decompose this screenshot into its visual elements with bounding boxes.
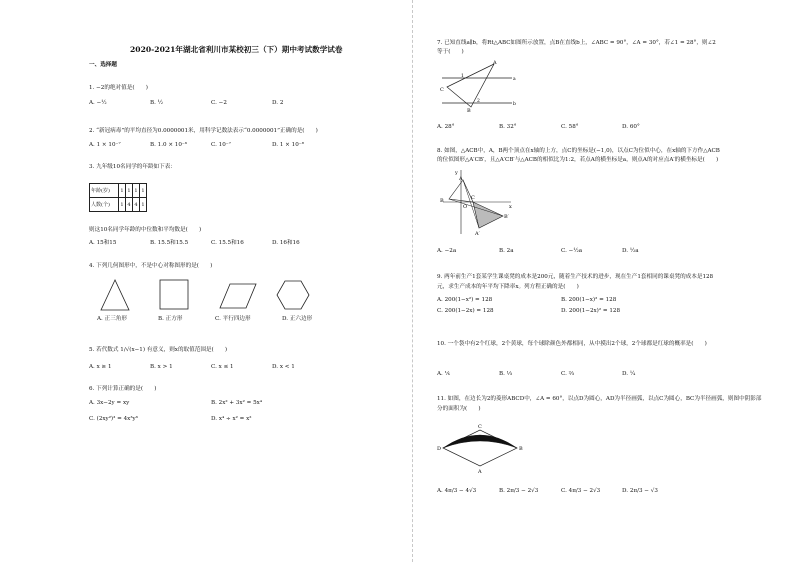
q11-figure xyxy=(437,420,527,480)
table-cell: 1 xyxy=(119,198,126,212)
q4-option-a: A. 正三角形 xyxy=(97,316,127,322)
table-cell: 1 xyxy=(119,184,126,198)
q4-option-c: C. 平行四边形 xyxy=(215,316,251,322)
label-b: B xyxy=(467,108,471,114)
column-divider xyxy=(412,0,413,562)
q11-option-d: D. 2π/3 − √3 xyxy=(622,488,658,494)
q8-option-b: B. 2a xyxy=(499,248,514,254)
label-d: D xyxy=(437,446,442,452)
q10-option-a: A. ⅙ xyxy=(437,371,451,377)
q4-stem: 4. 下列几何图形中，不是中心对称图形的是( ) xyxy=(89,263,213,269)
table-header-age: 年龄(岁) xyxy=(90,184,119,198)
q8-option-c: C. −½a xyxy=(561,248,583,254)
angle-2-label: 2 xyxy=(477,99,480,104)
line-b-label: b xyxy=(513,102,516,107)
label-b: B xyxy=(519,446,523,452)
q2-stem: 2. “新冠病毒”的平均直径为0.0000001米，用科学记数法表示“0.0000001”正确的是( ) xyxy=(89,128,318,134)
q8-stem: 8. 如图，△ACB中，A，B两个顶点在x轴的上方，点C的坐标是(−1,0)，以点C为位似中心，在x轴的下方作△ACB xyxy=(437,148,720,154)
q9-option-b: B. 200(1−x)² = 128 xyxy=(561,297,617,303)
q3-option-b: B. 15.5和15.5 xyxy=(150,240,189,246)
q7-option-b: B. 32° xyxy=(499,124,517,130)
q10-option-c: C. ⅔ xyxy=(561,371,575,377)
q8-option-a: A. −2a xyxy=(437,248,457,254)
q8-stem-cont: 的位似图形△A′CB′，且△A′CB′与△ACB的相似比为1:2，若点A的横坐标是a，则点A的对应点A′的横坐标是( ) xyxy=(437,157,719,163)
table-cell: 1 xyxy=(140,184,147,198)
table-cell: 4 xyxy=(133,198,140,212)
x-label: x xyxy=(509,204,512,210)
label-o: O xyxy=(463,204,468,210)
q9-option-c: C. 200(1−2x) = 128 xyxy=(437,308,494,314)
q4-option-d: D. 正六边形 xyxy=(282,316,313,322)
triangle-abc xyxy=(447,64,494,107)
label-a: A xyxy=(459,176,463,182)
label-c: C xyxy=(440,87,444,93)
table-header-count: 人数(个) xyxy=(90,198,119,212)
label-a-prime: A′ xyxy=(475,231,480,237)
q10-option-d: D. ¼ xyxy=(622,371,636,377)
shaded-region xyxy=(443,435,517,448)
q7-option-c: C. 58° xyxy=(561,124,579,130)
table-cell: 4 xyxy=(126,198,133,212)
q6-option-d: D. x⁴ ÷ x² = x² xyxy=(211,416,252,422)
q3-question: 则这10名同学年龄的中位数和平均数是( ) xyxy=(89,227,202,233)
q2-option-c: C. 10⁻⁷ xyxy=(211,142,231,148)
q3-option-a: A. 15和15 xyxy=(89,240,117,246)
table-cell: 1 xyxy=(133,184,140,198)
q6-stem: 6. 下列计算正确的是( ) xyxy=(89,386,157,392)
q5-stem: 5. 若代数式 1/√(x−1) 有意义，则x的取值范围是( ) xyxy=(89,347,228,353)
section-heading: 一、选择题 xyxy=(89,62,117,68)
q10-stem: 10. 一个袋中有2个红球，2个黄球，每个球除颜色外都相同，从中摸出2个球，2个球都是红球的概率是( ) xyxy=(437,341,707,347)
q5-option-b: B. x > 1 xyxy=(150,364,173,370)
q5-option-a: A. x ≥ 1 xyxy=(89,364,112,370)
q9-stem: 9. 两年前生产1套某学生课桌凳的成本是200元，随着生产技术的进步，现在生产1套相同的课桌凳的成本是128 xyxy=(437,274,714,280)
q9-option-a: A. 200(1−x²) = 128 xyxy=(437,297,493,303)
q3-option-c: C. 15.5和16 xyxy=(211,240,244,246)
q8-figure xyxy=(437,166,515,236)
table-row xyxy=(90,184,147,198)
q11-stem: 11. 如图，在边长为2的菱形ABCD中，∠A = 60°，以点D为圆心，AD为半径画弧，以点C为圆心，BC为半径画弧，则图中阴影部 xyxy=(437,396,762,402)
q3-stem: 3. 九年级10名同学的年龄如下表： xyxy=(89,164,176,170)
square-shape xyxy=(160,280,188,309)
q2-option-d: D. 1 × 10⁻⁸ xyxy=(272,142,304,148)
q9-stem-cont: 元，求生产成本的年平均下降率x。列方程正确的是( ) xyxy=(437,284,579,290)
q7-option-a: A. 28° xyxy=(437,124,455,130)
q6-option-a: A. 3x−2y = xy xyxy=(89,400,130,406)
q1-option-b: B. ½ xyxy=(150,100,164,106)
triangle-shape xyxy=(101,280,129,310)
q1-option-c: C. −2 xyxy=(211,100,227,106)
q11-option-b: B. 2π/3 − 2√3 xyxy=(499,488,539,494)
parallelogram-shape xyxy=(220,284,256,308)
table-row xyxy=(90,198,147,212)
q11-stem-cont: 分的面积为( ) xyxy=(437,406,481,412)
q7-figure xyxy=(437,60,517,112)
q7-option-d: D. 60° xyxy=(622,124,640,130)
age-table xyxy=(89,183,147,212)
q9-option-d: D. 200(1−2x)² = 128 xyxy=(561,308,621,314)
q7-stem: 7. 已知直线a∥b，将Rt△ABC如图所示放置，点B在直线b上，∠ABC = 90°，∠A = 30°，若∠1 = 28°，则∠2 xyxy=(437,40,716,46)
label-c: C xyxy=(471,195,475,201)
label-b: B xyxy=(440,198,444,204)
q1-option-d: D. 2 xyxy=(272,100,284,106)
table-cell: 1 xyxy=(140,198,147,212)
hexagon-shape xyxy=(277,281,309,309)
q1-stem: 1. −2的绝对值是( ) xyxy=(89,85,148,91)
angle-1-label: 1 xyxy=(461,74,464,79)
q5-option-d: D. x < 1 xyxy=(272,364,295,370)
q3-option-d: D. 16和16 xyxy=(272,240,300,246)
label-b-prime: B′ xyxy=(504,214,509,220)
q6-option-b: B. 2x² + 3x² = 5x⁴ xyxy=(211,400,263,406)
label-c: C xyxy=(478,424,482,430)
label-a: A xyxy=(493,60,497,66)
q5-option-c: C. x ≤ 1 xyxy=(211,364,234,370)
table-cell: 1 xyxy=(126,184,133,198)
q11-option-c: C. 4π/3 − 2√3 xyxy=(561,488,601,494)
page-title: 2020-2021年湖北省利川市某校初三（下）期中考试数学试卷 xyxy=(130,45,343,54)
line-a-label: a xyxy=(513,77,516,82)
y-label: y xyxy=(455,170,458,176)
q4-shapes xyxy=(98,278,338,314)
q10-option-b: B. ⅓ xyxy=(499,371,513,377)
q11-option-a: A. 4π/3 − 4√3 xyxy=(437,488,477,494)
q4-option-b: B. 正方形 xyxy=(158,316,183,322)
q7-stem-cont: 等于( ) xyxy=(437,49,464,55)
q2-option-b: B. 1.0 × 10⁻⁶ xyxy=(150,142,188,148)
q2-option-a: A. 1 × 10⁻⁷ xyxy=(89,142,121,148)
q1-option-a: A. −½ xyxy=(89,100,107,106)
q6-option-c: C. (2xy²)³ = 4x³y⁶ xyxy=(89,416,138,422)
label-a: A xyxy=(478,469,482,475)
q8-option-d: D. ½a xyxy=(622,248,639,254)
